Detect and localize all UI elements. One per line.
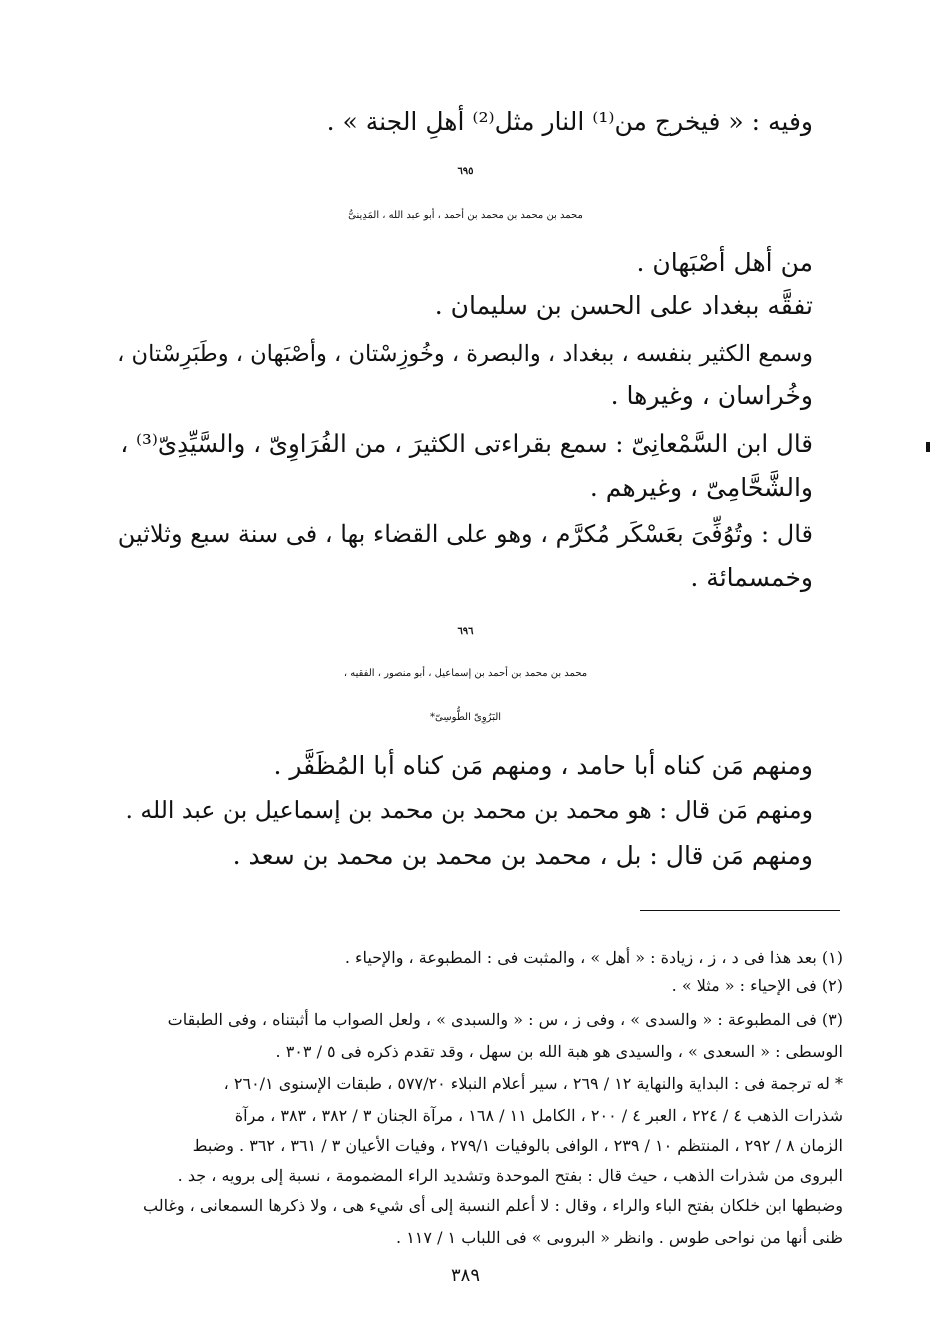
body-line: ومنهم مَن قال : بل ، محمد بن محمد بن محمد بن سعد .: [232, 841, 813, 870]
biography-heading-696: محمد بن محمد بن أحمد بن إسماعيل ، أبو منصور ، الفقيه ،: [343, 668, 588, 679]
body-line: ومنهم مَن كناه أبا حامد ، ومنهم مَن كناه أبا المُظَفَّر .: [273, 751, 813, 780]
footnote-line: (٣) فى المطبوعة : « والسدى » ، وفى ز ، س : « والسبدى » ، ولعل الصواب ما أثبتناه ، وفى الطبقات: [167, 1010, 843, 1029]
footnote-line: الزمان ٨ / ٢٩٢ ، المنتظم ١٠ / ٢٣٩ ، الوافى بالوفيات ٢٧٩/١ ، وفيات الأعيان ٣ / ٣٦١ ، ٣٦٢ . وضبط: [192, 1136, 843, 1155]
footnote-line: (١) بعد هذا فى د ، ز ، زيادة : « أهل » ، والمثبت فى : المطبوعة ، والإحياء .: [344, 948, 843, 967]
body-line: تفقَّه ببغداد على الحسن بن سليمان .: [434, 291, 813, 320]
page-number: ٣٨٩: [450, 1265, 480, 1286]
footnote-line: الوسطى : « السعدى » ، والسيدى هو هبة الله بن سهل ، وقد تقدم ذكره فى ٥ / ٣٠٣ .: [275, 1042, 843, 1061]
body-line: وخمسمائة .: [690, 563, 813, 592]
intro-line: وفيه : « فيخرج من⁽¹⁾ النار مثل⁽²⁾ أهلِ الجنة » .: [326, 107, 813, 136]
footnote-line: * له ترجمة فى : البداية والنهاية ١٢ / ٢٦٩ ، سير أعلام النبلاء ٥٧٧/٢٠ ، طبقات الإسنوى ٢٦٠/١ ،: [223, 1074, 843, 1093]
footnote-separator: [640, 910, 840, 911]
footnote-line: ظنى أنها من نواحى طوس . وانظر « البروىى » فى اللباب ١ / ١١٧ .: [396, 1228, 843, 1247]
footnote-line: (٢) فى الإحياء : « مثلا » .: [671, 976, 843, 995]
scan-mark: [926, 442, 930, 452]
body-line: وسمع الكثير بنفسه ، ببغداد ، والبصرة ، وخُوزِسْتان ، وأصْبَهان ، وطَبَرِسْتان ،: [117, 341, 813, 367]
body-line: والشَّحَّامِىّ ، وغيرهم .: [589, 473, 813, 502]
biography-number-696: ٦٩٦: [457, 626, 474, 637]
footnote-line: شذرات الذهب ٤ / ٢٢٤ ، العبر ٤ / ٢٠٠ ، الكامل ١١ / ١٦٨ ، مرآة الجنان ٣ / ٣٨٢ ، ٣٨٣ ، مرآة: [234, 1106, 843, 1125]
body-line: وخُراسان ، وغيرها .: [610, 381, 813, 410]
body-line: قال : وتُوُفِّىَ بعَسْكَر مُكرَّم ، وهو على القضاء بها ، فى سنة سبع وثلاثين: [117, 520, 813, 548]
biography-heading-695: محمد بن محمد بن محمد بن أحمد ، أبو عبد الله ، المَدِينىُّ: [348, 210, 583, 221]
footnote-line: البروى من شذرات الذهب ، حيث قال : بفتح الموحدة وتشديد الراء المضمومة ، نسبة إلى برويه ، جد .: [177, 1166, 843, 1185]
biography-heading-696-nisba: البَرُوِىّ الطُّوسِىّ*: [429, 712, 502, 723]
biography-number-695: ٦٩٥: [457, 166, 474, 177]
body-line: ومنهم مَن قال : هو محمد بن محمد بن محمد بن إسماعيل بن عبد الله .: [125, 796, 813, 824]
footnote-line: وضبطها ابن خلكان بفتح الباء والراء ، وقال : لا أعلم النسبة إلى أى شيء هى ، ولا ذكرها السمعانى ، وغالب: [143, 1196, 843, 1215]
body-line: من أهل أصْبَهان .: [636, 248, 813, 277]
body-line: قال ابن السَّمْعانِىّ : سمع بقراءتى الكثيرَ ، من الفُرَاوِىّ ، والسَّيِّدِىّ⁽³⁾ ،: [120, 429, 813, 458]
